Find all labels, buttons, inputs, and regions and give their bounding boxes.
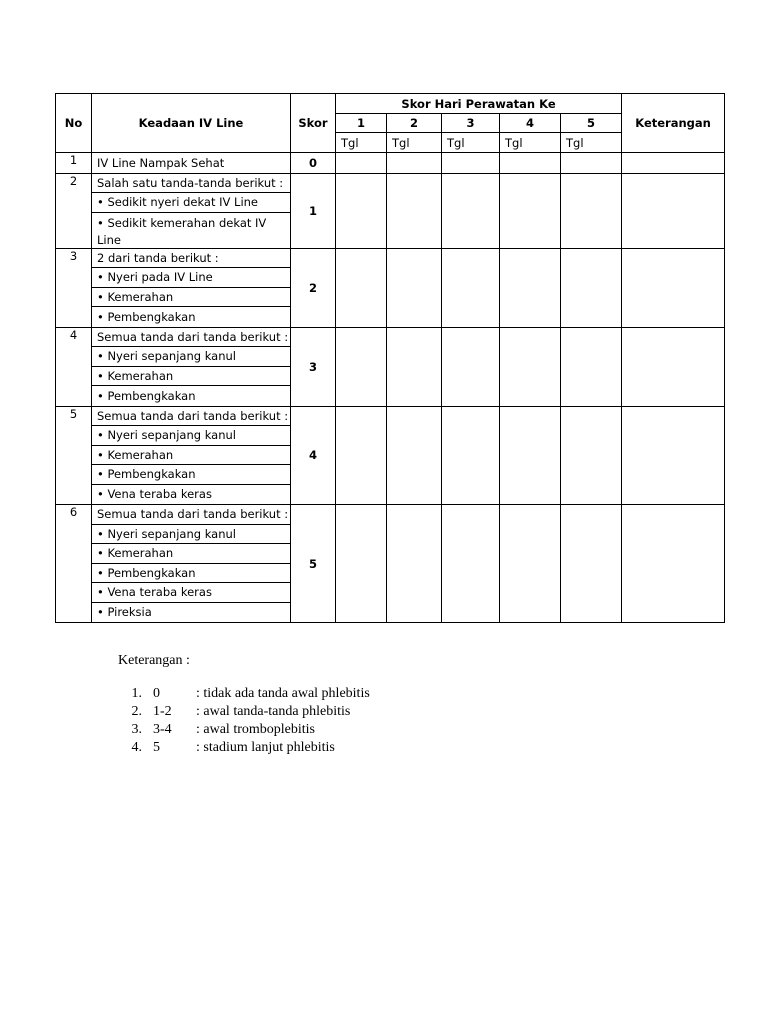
keterangan-cell [622,327,725,406]
description-line: • Pembengkakan [92,564,290,584]
header-keadaan: Keadaan IV Line [92,94,291,153]
description-line: • Vena teraba keras [97,487,212,502]
table-row [56,173,725,248]
row-number: 2 [56,173,92,248]
legend-number: 3. [131,722,142,737]
row-score: 4 [291,406,336,505]
day-cell [336,153,387,174]
keterangan-cell [622,505,725,623]
table-row [56,505,725,623]
legend-title: Keterangan : [118,653,190,668]
day-cell [387,153,442,174]
legend-item [118,739,370,757]
header-tgl: Tgl [387,133,442,153]
day-cell [561,327,622,406]
header-tgl: Tgl [442,133,500,153]
legend-number: 2. [131,704,142,719]
row-number: 4 [56,327,92,406]
description-line: • Kemerahan [92,544,290,564]
description-line: • Sedikit nyeri dekat IV Line [92,193,290,213]
day-cell [442,327,500,406]
legend-description: : awal tromboplebitis [196,722,315,737]
day-cell [336,173,387,248]
row-number: 3 [56,248,92,327]
day-cell [336,248,387,327]
legend-description: : awal tanda-tanda phlebitis [196,704,351,719]
day-cell [387,505,442,623]
header-day: 4 [500,114,561,133]
keterangan-cell [622,153,725,174]
day-cell [387,327,442,406]
legend-item [118,703,370,721]
row-description [92,406,291,505]
description-line: Semua tanda dari tanda berikut : [92,328,290,348]
row-number: 5 [56,406,92,505]
day-cell [387,406,442,505]
description-line: • Nyeri sepanjang kanul [92,525,290,545]
legend-item [118,685,370,703]
description-line: • Nyeri sepanjang kanul [92,426,290,446]
row-number: 1 [56,153,92,174]
legend-value: 1-2 [153,704,172,719]
row-description [92,153,291,174]
day-cell [442,505,500,623]
header-day: 5 [561,114,622,133]
legend-value: 0 [153,686,160,701]
description-line: • Pembengkakan [97,388,196,403]
description-line: 2 dari tanda berikut : [92,249,290,269]
day-cell [387,248,442,327]
day-cell [387,173,442,248]
legend-number: 4. [131,740,142,755]
day-cell [561,173,622,248]
header-tgl: Tgl [336,133,387,153]
description-line: • Pembengkakan [97,309,196,324]
row-number: 6 [56,505,92,623]
day-cell [500,406,561,505]
header-day: 2 [387,114,442,133]
day-cell [561,248,622,327]
description-line: • Nyeri sepanjang kanul [92,347,290,367]
legend-value: 3-4 [153,722,172,737]
row-score: 1 [291,173,336,248]
day-cell [442,248,500,327]
day-cell [442,406,500,505]
legend-description: : tidak ada tanda awal phlebitis [196,686,370,701]
row-score: 3 [291,327,336,406]
phlebitis-score-table [55,93,725,623]
description-line: • Kemerahan [92,446,290,466]
day-cell [500,173,561,248]
description-line: • Kemerahan [92,288,290,308]
day-cell [500,153,561,174]
row-score: 5 [291,505,336,623]
keterangan-cell [622,173,725,248]
table-row [56,248,725,327]
description-line: IV Line Nampak Sehat [97,155,225,170]
description-line: Salah satu tanda-tanda berikut : [92,174,290,194]
description-line: • Vena teraba keras [92,583,290,603]
header-day: 3 [442,114,500,133]
row-description [92,505,291,623]
description-line: • Pireksia [97,605,152,620]
day-cell [336,505,387,623]
day-cell [336,406,387,505]
day-cell [500,505,561,623]
row-description [92,248,291,327]
header-hari-group: Skor Hari Perawatan Ke [336,94,622,114]
description-line: Semua tanda dari tanda berikut : [92,505,290,525]
description-line: • Kemerahan [92,367,290,387]
description-line: • Nyeri pada IV Line [92,268,290,288]
description-line: Semua tanda dari tanda berikut : [92,407,290,427]
day-cell [561,406,622,505]
legend-description: : stadium lanjut phlebitis [196,740,335,755]
day-cell [500,327,561,406]
legend-number: 1. [131,686,142,701]
row-description [92,327,291,406]
header-tgl: Tgl [500,133,561,153]
legend-item [118,721,370,739]
day-cell [561,153,622,174]
day-cell [442,153,500,174]
row-score: 2 [291,248,336,327]
description-line: • Pembengkakan [92,465,290,485]
keterangan-cell [622,248,725,327]
legend [118,652,370,757]
day-cell [500,248,561,327]
day-cell [336,327,387,406]
day-cell [561,505,622,623]
description-line: • Sedikit kemerahan dekat IV Line [97,215,267,247]
table-row [56,327,725,406]
header-skor: Skor [291,94,336,153]
row-score: 0 [291,153,336,174]
legend-value: 5 [153,740,160,755]
table-row [56,153,725,174]
day-cell [442,173,500,248]
table-row [56,406,725,505]
header-day: 1 [336,114,387,133]
keterangan-cell [622,406,725,505]
row-description [92,173,291,248]
header-keterangan: Keterangan [622,94,725,153]
header-no: No [56,94,92,153]
header-tgl: Tgl [561,133,622,153]
